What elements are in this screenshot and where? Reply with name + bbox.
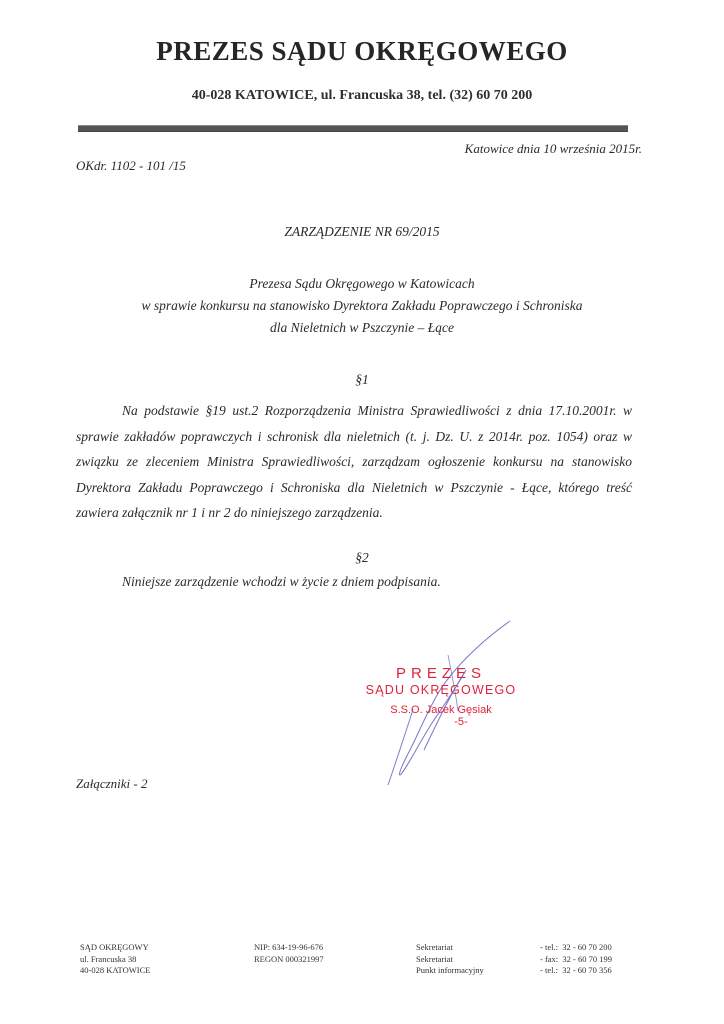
footer-line: ul. Francuska 38 (80, 953, 137, 964)
footer-court (80, 942, 150, 977)
footer-ids (254, 942, 324, 965)
footer-line: - tel.: 32 - 60 70 356 (540, 965, 612, 975)
section-2-mark: §2 (355, 550, 369, 565)
subheading-line: w sprawie konkursu na stanowisko Dyrektora Zakładu Poprawczego i Schroniska (141, 298, 583, 313)
subheading-line: Prezesa Sądu Okręgowego w Katowicach (249, 276, 475, 291)
footer-line: - tel.: 32 - 60 70 200 (540, 942, 612, 952)
official-stamp (356, 665, 526, 728)
document-date: Katowice dnia 10 września 2015r. (464, 141, 642, 156)
document-heading: ZARZĄDZENIE NR 69/2015 (284, 224, 440, 239)
letterhead-address: 40-028 KATOWICE, ul. Francuska 38, tel. (32) 60 70 200 (191, 88, 533, 103)
footer-line: SĄD OKRĘGOWY (80, 942, 149, 952)
document-subheading (0, 273, 724, 339)
stamp-line: S.S.O. Jacek Gęsiak (390, 704, 492, 716)
footer-line: Sekretariat (416, 953, 453, 964)
subheading-line: dla Nieletnich w Pszczynie – Łące (269, 320, 455, 335)
reference-number: OKdr. 1102 - 101 /15 (76, 158, 186, 173)
stamp-line: -5- (454, 716, 468, 728)
footer-line: Punkt informacyjny (416, 965, 484, 975)
footer-line: - fax: 32 - 60 70 199 (540, 953, 613, 964)
stamp-line: SĄDU OKRĘGOWEGO (365, 683, 517, 697)
footer-line: Sekretariat (416, 942, 453, 952)
footer-line: 40-028 KATOWICE (80, 965, 151, 975)
attachments-note: Załączniki - 2 (76, 776, 148, 791)
letterhead-title: PREZES SĄDU OKRĘGOWEGO (156, 36, 568, 66)
footer-offices (416, 942, 484, 977)
letterhead-divider (78, 125, 628, 132)
section-1-mark: §1 (355, 372, 369, 387)
footer-line: REGON 000321997 (254, 953, 324, 964)
section-2-text: Niniejsze zarządzenie wchodzi w życie z dniem podpisania. (122, 574, 441, 589)
footer-line: NIP: 634-19-96-676 (254, 942, 324, 952)
footer-phones (540, 942, 612, 977)
stamp-line: PREZES (395, 665, 486, 682)
section-1-text (76, 398, 632, 526)
section-1-content: Na podstawie §19 ust.2 Rozporządzenia Ministra Sprawiedliwości z dnia 17.10.2001r. w sprawie zakładów poprawczych i schronisk dla nieletnich (t. j. Dz. U. z 2014r. poz. 1054) oraz w związku ze zleceniem Ministra Sprawiedliwości, zarządzam ogłoszenie konkursu na stanowisko Dyrektora Zakładu Poprawczego i Schroniska dla Nieletnich w Pszczynie - Łące, którego treść zawiera załącznik nr 1 i nr 2 do niniejszego zarządzenia. (76, 403, 632, 520)
